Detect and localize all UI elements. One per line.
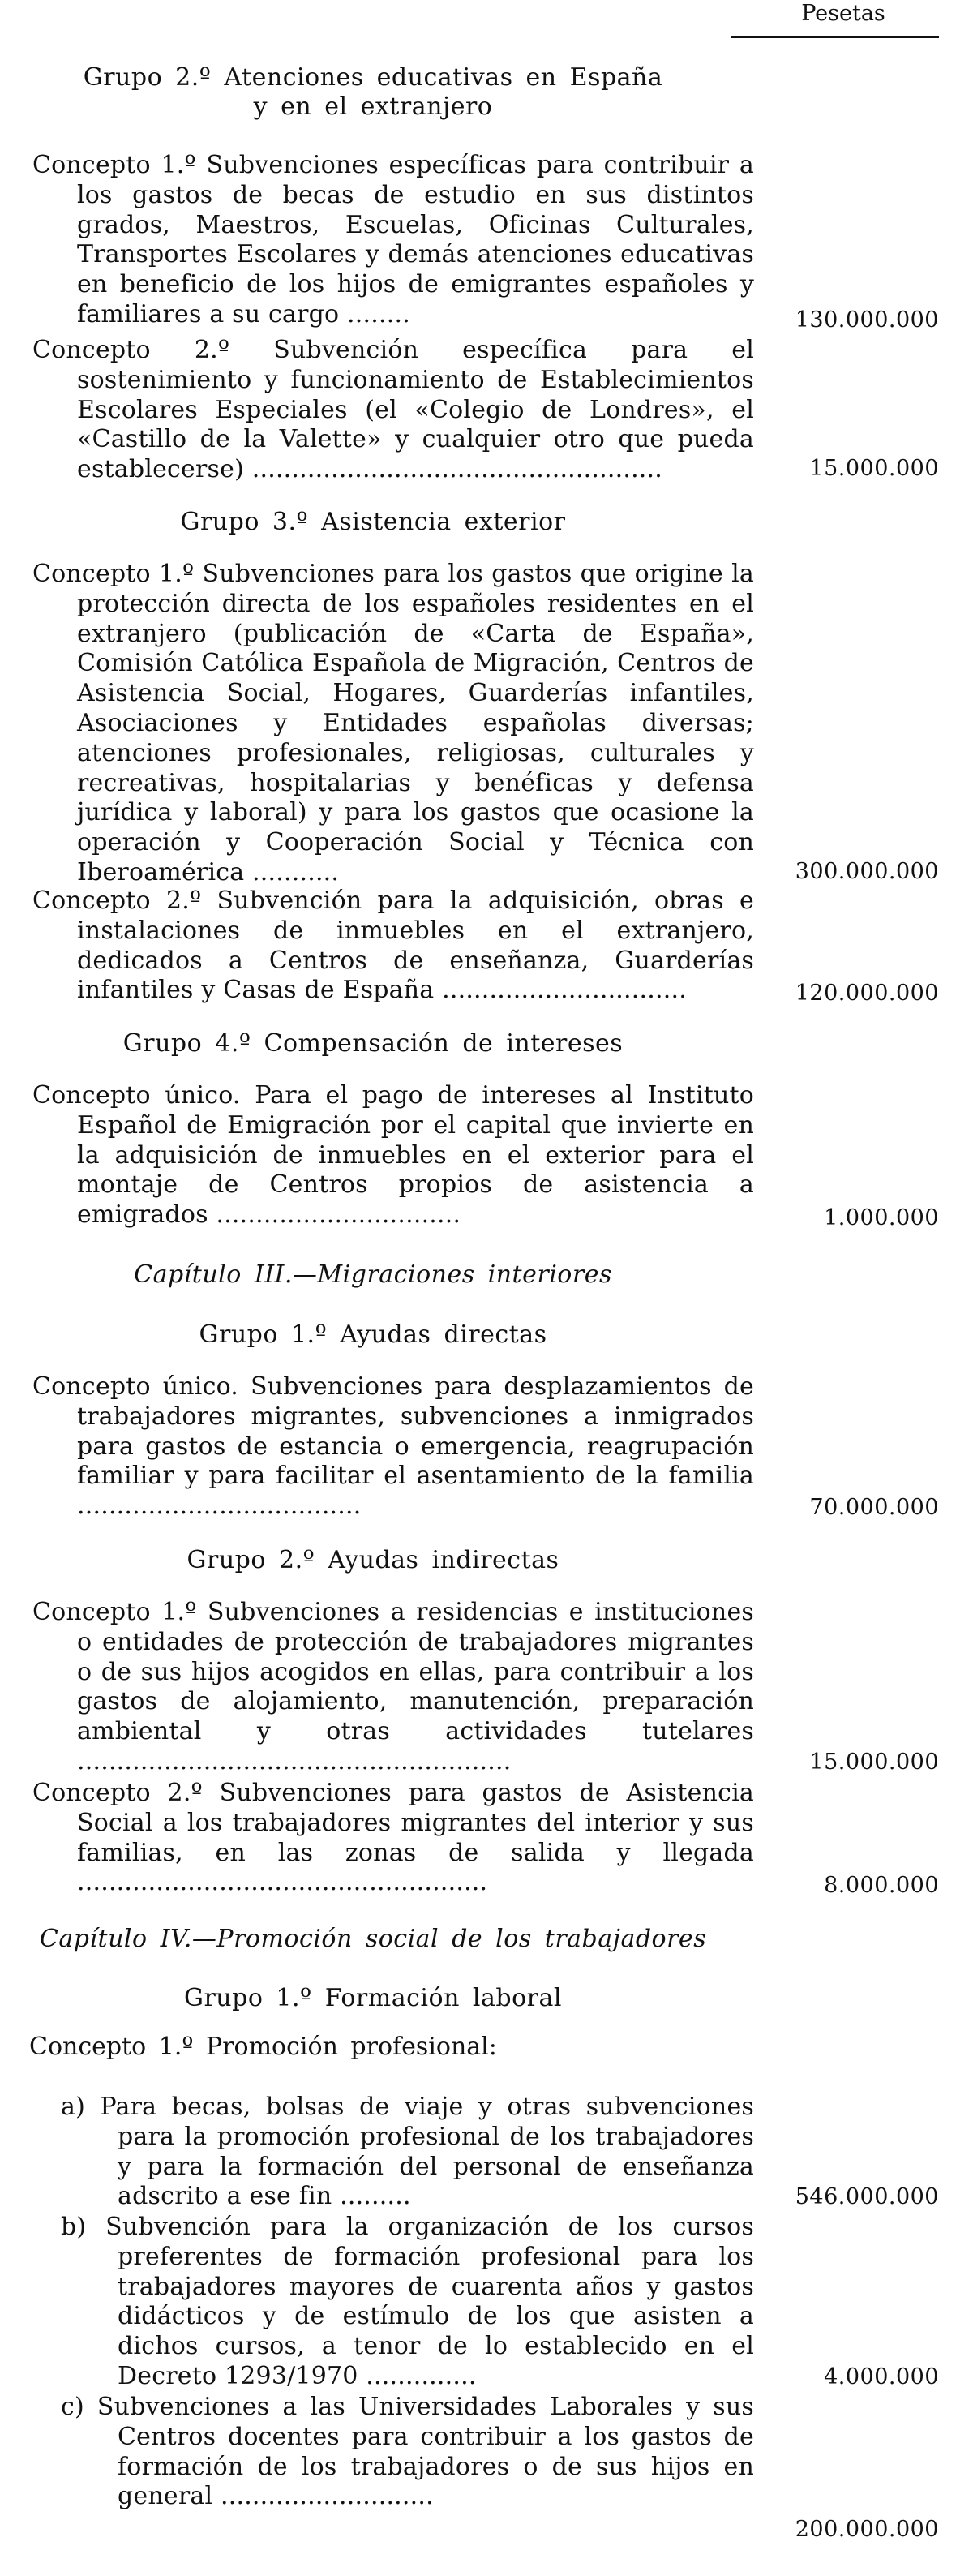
entry-text: Concepto 1.º Subvenciones específicas para contribuir a los gastos de becas de estudio en sus distintos grados, Maestros, Escuelas, Oficinas Culturales, Transportes Escolares y demás atenciones educativas en beneficio de los hijos de emigrantes españoles y familiares a su cargo ........ bbox=[32, 151, 754, 328]
budget-entry bbox=[32, 560, 754, 888]
budget-entry bbox=[32, 1598, 754, 1777]
entry-text: Concepto 2.º Subvención específica para el sostenimiento y funcionamiento de Establecimientos Escolares Especiales (el «Colegio de Londres», el «Castillo de la Valette» y cualquier otro que pueda establecerse) .................................................... bbox=[32, 336, 754, 484]
entry-amount: 4.000.000 bbox=[824, 2364, 939, 2389]
entry-text: c) Subvenciones a las Universidades Laborales y sus Centros docentes para contribuir a los gastos de formación de los trabajadores o de sus hijos en general ........................... bbox=[61, 2393, 754, 2511]
group-heading: Grupo 1.º Formación laboral bbox=[184, 1984, 562, 2012]
group-heading: Grupo 3.º Asistencia exterior bbox=[180, 508, 566, 536]
group-heading: Grupo 2.º Ayudas indirectas bbox=[186, 1546, 559, 1574]
entry-text: Concepto 2.º Subvenciones para gastos de Asistencia Social a los trabajadores migrantes del interior y sus familias, en las zonas de salida y llegada .................................................... bbox=[32, 1779, 754, 1897]
group-heading: Grupo 2.º Atenciones educativas en España y en el extranjero bbox=[83, 63, 663, 121]
chapter-heading: Capítulo III.—Migraciones interiores bbox=[134, 1260, 612, 1289]
budget-entry bbox=[32, 336, 754, 485]
budget-entry bbox=[32, 151, 754, 330]
entry-text: Concepto 1.º Subvenciones a residencias e instituciones o entidades de protección de trabajadores migrantes o de sus hijos acogidos en ellas, para contribuir a los gastos de alojamiento, manutención, preparación ambiental y otras actividades tutelares ....................................................... bbox=[32, 1598, 754, 1775]
chapter-heading: Capítulo IV.—Promoción social de los trabajadores bbox=[39, 1925, 707, 1953]
entry-text: Concepto único. Para el pago de intereses al Instituto Español de Emigración por el capital que invierte en la adquisición de inmuebles en el exterior para el montaje de Centros propios de asistencia a emigrados ............................... bbox=[32, 1081, 754, 1230]
entry-amount: 120.000.000 bbox=[795, 981, 939, 1006]
entry-amount: 70.000.000 bbox=[809, 1495, 939, 1520]
group-heading: Grupo 1.º Ayudas directas bbox=[199, 1320, 547, 1349]
budget-subentry bbox=[32, 2393, 754, 2512]
entry-text: Concepto 2.º Subvención para la adquisición, obras e instalaciones de inmuebles en el extranjero, dedicados a Centros de enseñanza, Guarderías infantiles y Casas de España ............................... bbox=[32, 887, 754, 1005]
budget-entry bbox=[32, 1779, 754, 1898]
entry-amount: 15.000.000 bbox=[809, 456, 939, 481]
budget-entry bbox=[32, 887, 754, 1006]
entry-amount: 130.000.000 bbox=[795, 307, 939, 333]
budget-subentry bbox=[32, 2093, 754, 2212]
entry-amount: 8.000.000 bbox=[824, 1873, 939, 1898]
entry-text: b) Subvención para la organización de los cursos preferentes de formación profesional para los trabajadores mayores de cuarenta años y gastos didácticos y de estímulo de los que asisten a dichos cursos, a tenor de lo establecido en el Decreto 1293/1970 .............. bbox=[61, 2213, 754, 2390]
budget-entry bbox=[32, 1372, 754, 1522]
budget-subentry bbox=[32, 2213, 754, 2392]
entry-text: Concepto 1.º Subvenciones para los gastos que origine la protección directa de los españoles residentes en el extranjero (publicación de «Carta de España», Comisión Católica Española de Migración, Centros de Asistencia Social, Hogares, Guarderías infantiles, Asociaciones y Entidades españolas diversas; atenciones profesionales, religiosas, culturales y recreativas, hospitalarias y benéficas y defensa jurídica y laboral) y para los gastos que ocasione la operación y Cooperación Social y Técnica con Iberoamérica ........... bbox=[32, 560, 754, 887]
entry-text: a) Para becas, bolsas de viaje y otras subvenciones para la promoción profesional de los trabajadores y para la formación del personal de enseñanza adscrito a ese fin ......... bbox=[61, 2093, 754, 2211]
header-rule bbox=[731, 36, 939, 38]
budget-entry bbox=[32, 1081, 754, 1230]
entry-amount: 546.000.000 bbox=[795, 2184, 939, 2209]
entry-amount: 200.000.000 bbox=[795, 2517, 939, 2542]
entry-amount: 300.000.000 bbox=[795, 859, 939, 884]
pesetas-column-header: Pesetas bbox=[801, 1, 885, 26]
group-heading: Grupo 4.º Compensación de intereses bbox=[122, 1029, 624, 1058]
entry-amount: 15.000.000 bbox=[809, 1750, 939, 1775]
concepto-label: Concepto 1.º Promoción profesional: bbox=[29, 2033, 497, 2061]
entry-text: Concepto único. Subvenciones para desplazamientos de trabajadores migrantes, subvenciones a inmigrados para gastos de estancia o emergencia, reagrupación familiar y para facilitar el asentamiento de la familia .................................... bbox=[32, 1372, 754, 1521]
entry-amount: 1.000.000 bbox=[824, 1205, 939, 1230]
